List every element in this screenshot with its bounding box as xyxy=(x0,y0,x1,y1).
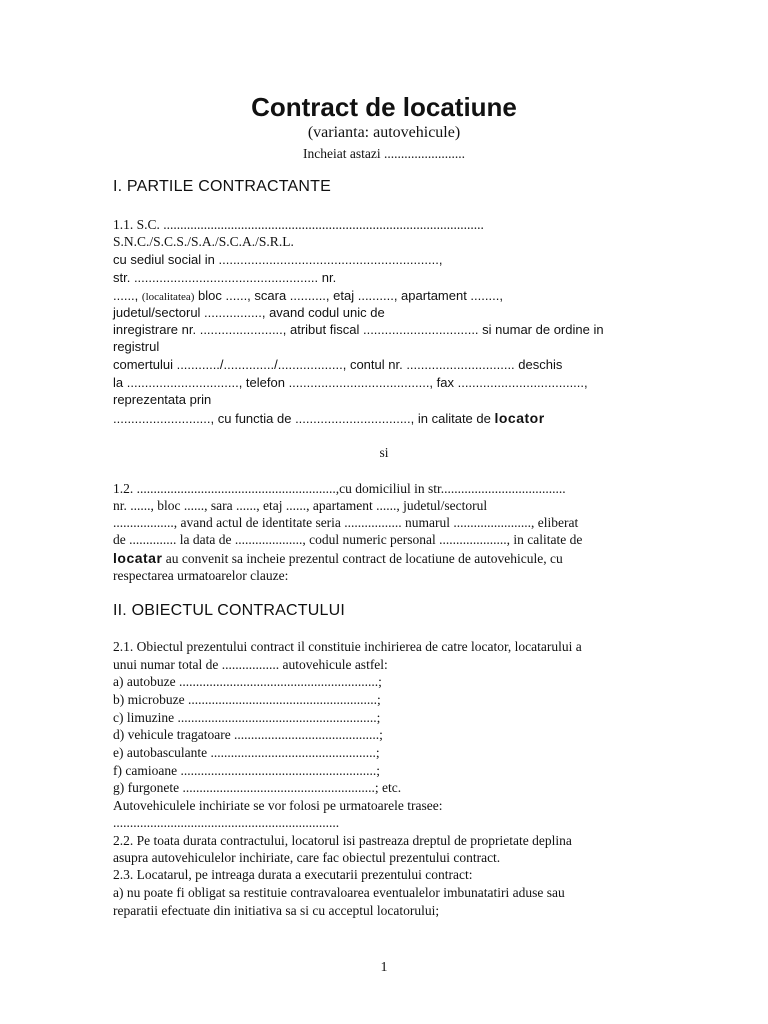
vehicle-item: d) vehicule tragatoare ...........................................; xyxy=(113,727,383,742)
vehicle-item: g) furgonete .........................................................; etc. xyxy=(113,780,402,795)
party2-line-5-text: au convenit sa incheie prezentul contract de locatiune de autovehicule, cu xyxy=(162,551,563,566)
section-heading-parties: I. PARTILE CONTRACTANTE xyxy=(113,178,331,195)
party1-line-12-text: ..........................., cu functia de ................................, in calitate de xyxy=(113,411,495,426)
party2-line-5 xyxy=(113,549,563,568)
clause-2-3-line-1: 2.3. Locatarul, pe intreaga durata a executarii prezentului contract: xyxy=(113,867,473,882)
vehicle-item: a) autobuze ...........................................................; xyxy=(113,674,382,689)
party1-line-11: reprezentata prin xyxy=(113,392,212,407)
party2-line-4: de .............. la data de ...................., codul numeric personal ...................., in calitate de xyxy=(113,532,583,547)
vehicle-item: f) camioane ..........................................................; xyxy=(113,763,380,778)
vehicle-item: b) microbuze ........................................................; xyxy=(113,692,381,707)
party1-line-1: 1.1. S.C. ............................................................................................... xyxy=(113,217,484,232)
party2-line-3: .................., avand actul de identitate seria ................. numarul ......................., eliberat xyxy=(113,515,579,530)
section-heading-object: II. OBIECTUL CONTRACTULUI xyxy=(113,602,345,619)
and-conjunction: si xyxy=(379,445,389,460)
role-locator: locator xyxy=(494,410,545,426)
party1-line-2: S.N.C./S.C.S./S.A./S.C.A./S.R.L. xyxy=(113,234,294,249)
party2-line-6: respectarea urmatoarelor clauze: xyxy=(113,568,289,583)
role-locatar: locatar xyxy=(113,550,163,566)
clause-2-2-line-2: asupra autovehiculelor inchiriate, care fac obiectul prezentului contract. xyxy=(113,850,501,865)
party1-line-10: la ..............................., telefon ......................................., fax ..................................., xyxy=(113,375,588,390)
party1-line-5a: ......, xyxy=(113,288,142,303)
party2-line-1: 1.2. ...........................................................,cu domiciliul in str..................................... xyxy=(113,481,566,496)
party1-line-12 xyxy=(113,409,545,428)
party1-line-8: registrul xyxy=(113,339,160,354)
party2-line-2: nr. ......, bloc ......, sara ......, etaj ......, apartament ......, judetul/sectorul xyxy=(113,498,488,513)
clause-2-2-line-1: 2.2. Pe toata durata contractului, locatorul isi pastreaza dreptul de proprietate deplina xyxy=(113,833,572,848)
locality-label: (localitatea) xyxy=(141,291,195,303)
concluded-date-line: Incheiat astazi ........................ xyxy=(303,146,465,161)
clause-2-1-line-2: unui numar total de ................. autovehicule astfel: xyxy=(113,657,388,672)
page-number: 1 xyxy=(380,960,388,975)
document-subtitle: (varianta: autovehicule) xyxy=(307,124,461,141)
party1-line-9: comertului ............/............../.................., contul nr. .............................. deschis xyxy=(113,357,563,372)
clause-2-1-line-1: 2.1. Obiectul prezentului contract il constituie inchirierea de catre locator, locatarului a xyxy=(113,639,582,654)
party1-line-4: str. ................................................... nr. xyxy=(113,270,337,285)
party1-line-6: judetul/sectorul ................, avand codul unic de xyxy=(113,305,385,320)
routes-dots: ................................................................... xyxy=(113,815,340,830)
vehicle-item: e) autobasculante .................................................; xyxy=(113,745,380,760)
clause-2-3-b: reparatii efectuate din initiativa sa si cu acceptul locatorului; xyxy=(113,903,440,918)
party1-line-3: cu sediul social in ............................................................., xyxy=(113,252,443,267)
clause-2-3-a: a) nu poate fi obligat sa restituie contravaloarea eventualelor imbunatatiri aduse sau xyxy=(113,885,565,900)
routes-line: Autovehiculele inchiriate se vor folosi pe urmatoarele trasee: xyxy=(113,798,443,813)
document-title: Contract de locatiune xyxy=(251,92,517,122)
party1-line-7: inregistrare nr. ......................., atribut fiscal ................................ si numar de ordine in xyxy=(113,322,604,337)
vehicle-item: c) limuzine ...........................................................; xyxy=(113,710,381,725)
party1-line-5b: bloc ......, scara .........., etaj .........., apartament ........, xyxy=(194,288,503,303)
